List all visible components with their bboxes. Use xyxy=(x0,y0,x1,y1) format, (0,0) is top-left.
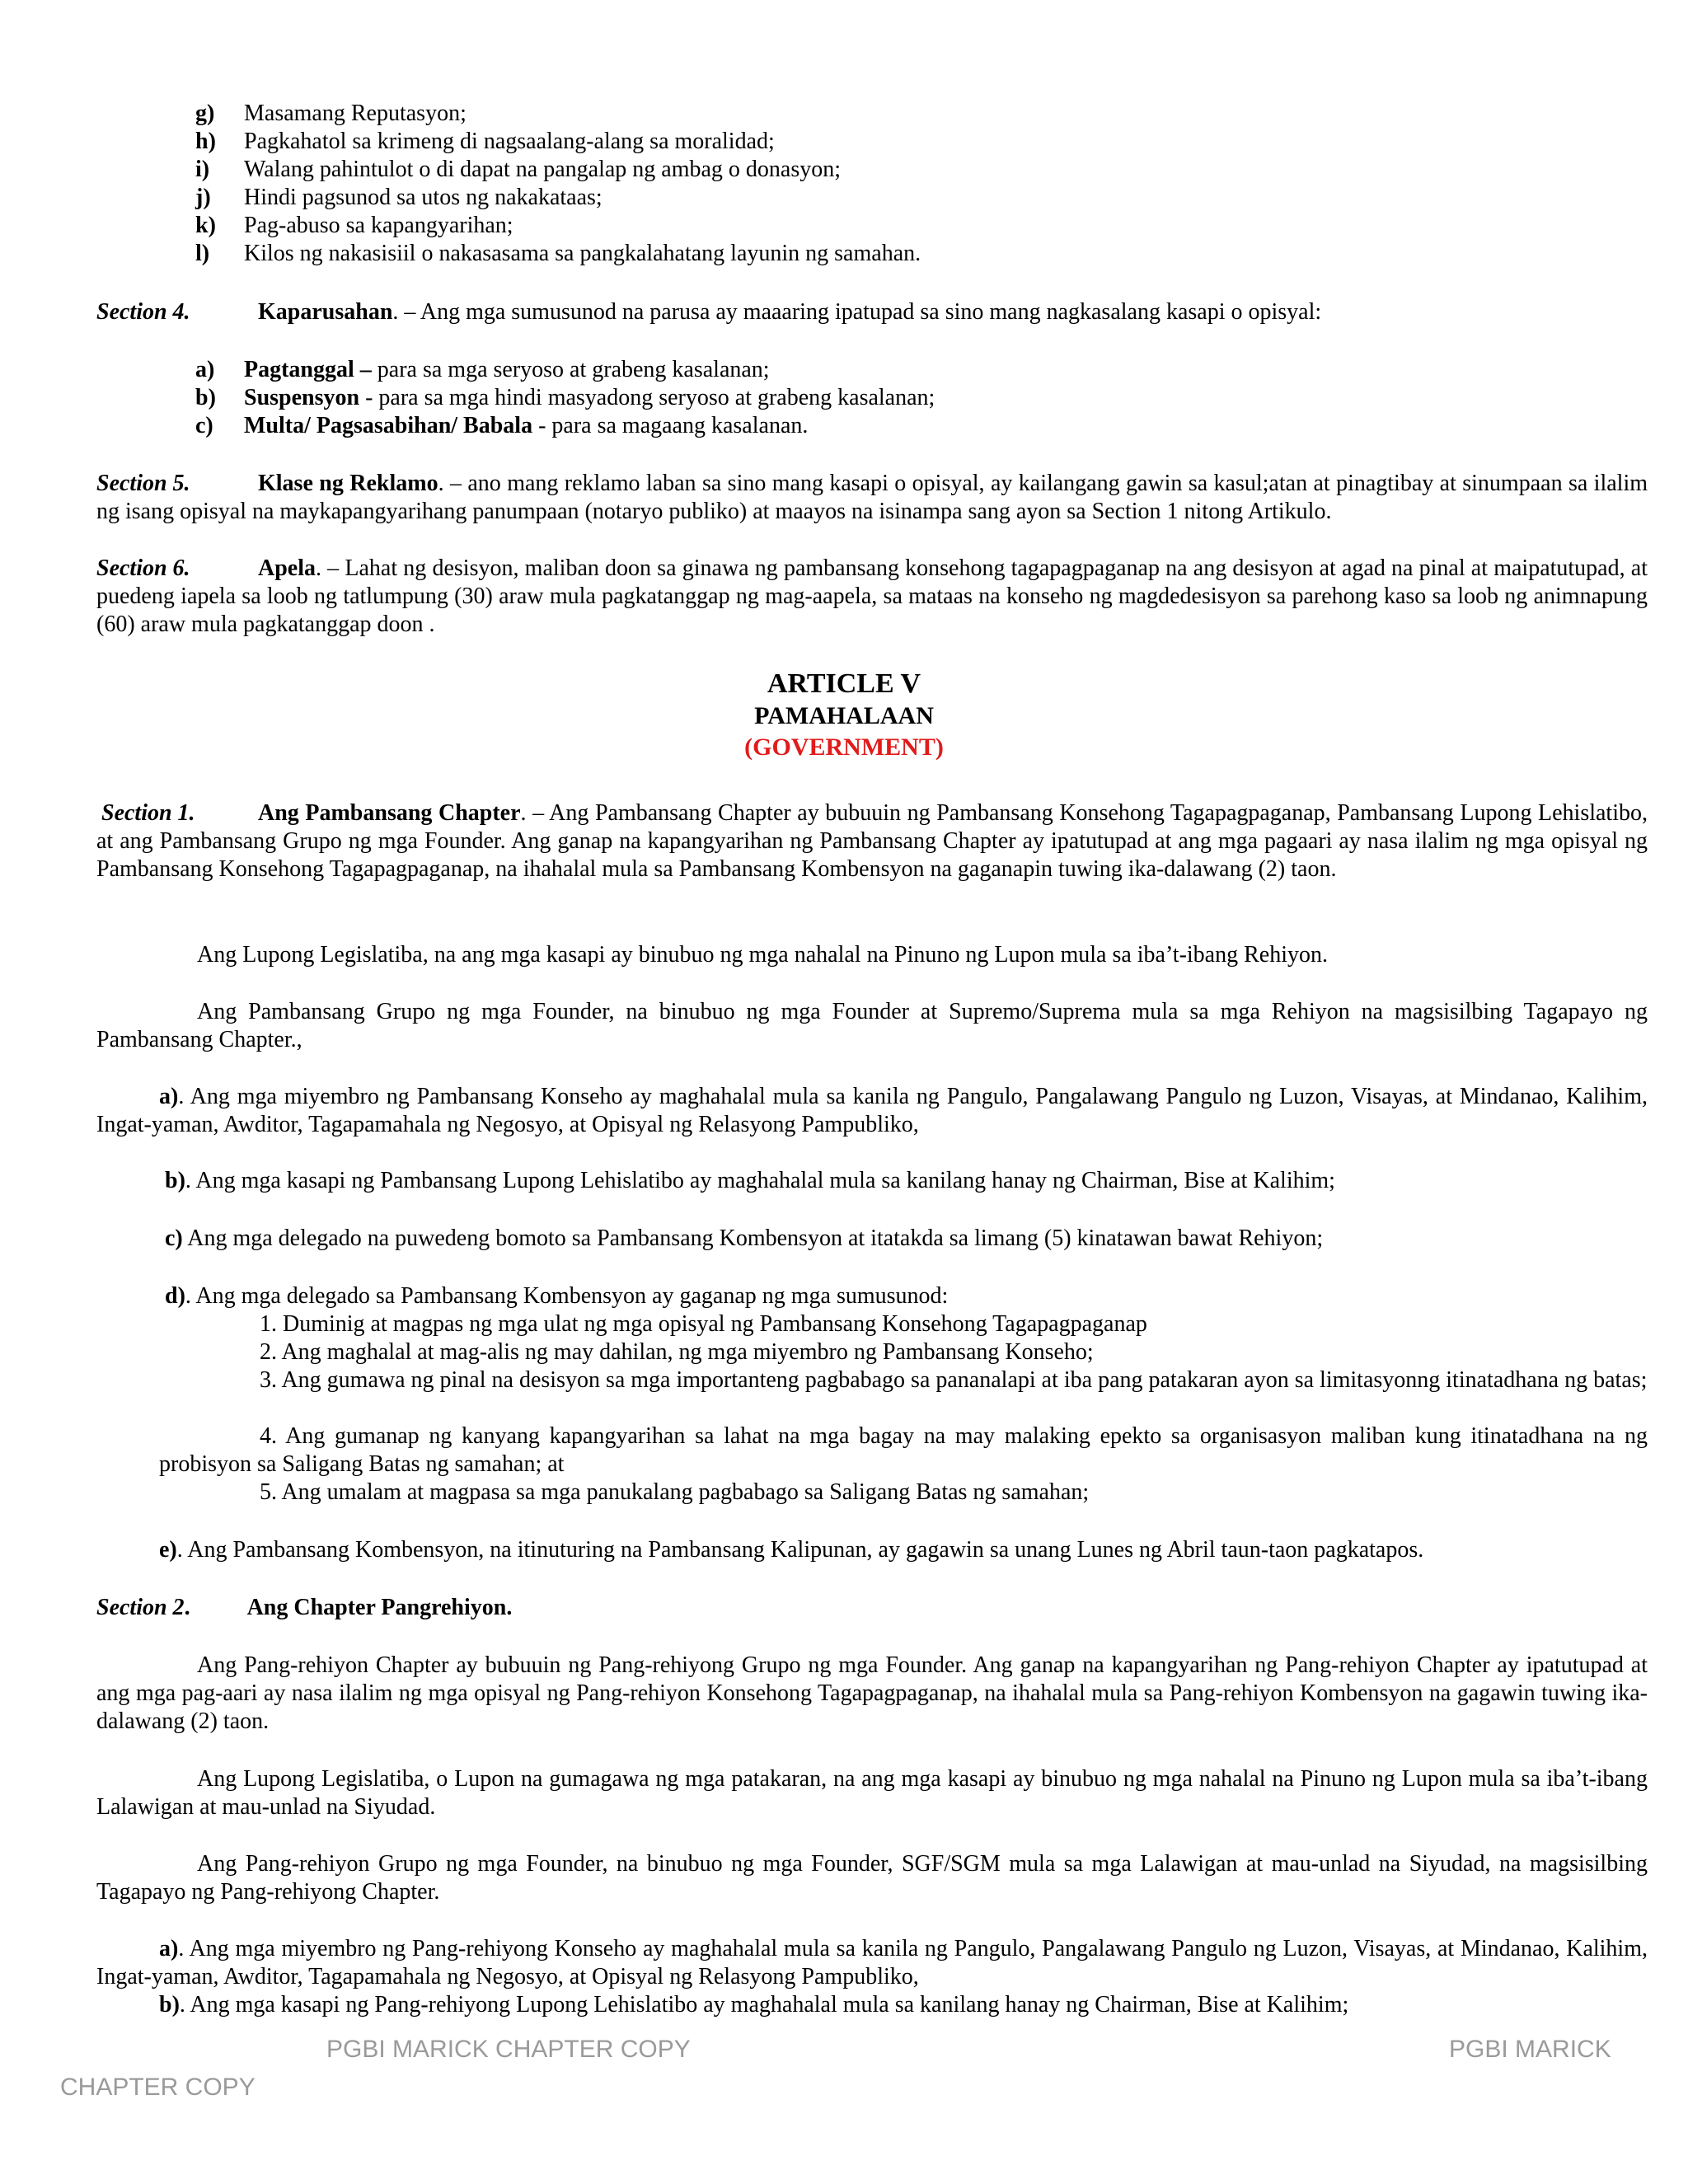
section-title: Apela xyxy=(258,555,316,581)
list-item xyxy=(195,156,1597,184)
paragraph: Ang Pang-rehiyon Chapter ay bubuuin ng Pang-rehiyong Grupo ng mga Founder. Ang ganap na kapangyarihan ng Pang-rehiyon Chapter ay ipatutupad at ang mga pag-aari ay nasa ilalim ng mga opisyal ng Pang-rehiyon Konsehong Tagapagpaganap, na ihahalal mula sa Pang-rehiyon Kombensyon na gagawin tuwing ika-dalawang (2) taon. xyxy=(96,1652,1648,1734)
watermark-text: PGBI MARICK xyxy=(1449,2036,1611,2063)
section-label: Section 2 xyxy=(96,1595,185,1620)
list-item xyxy=(195,100,1597,128)
sub-item-d xyxy=(165,1282,1648,1310)
sub-item-text: . Ang mga delegado sa Pambansang Kombensyon ay gaganap ng mga sumusunod: xyxy=(185,1283,949,1309)
sub-item-a xyxy=(96,1935,1648,1991)
sub-item-text: . Ang Pambansang Kombensyon, na itinuturing na Pambansang Kalipunan, ay gagawin sa unang Lunes ng Abril taun-taon pagkatapos. xyxy=(176,1537,1424,1563)
watermark-text: PGBI MARICK CHAPTER COPY xyxy=(326,2036,691,2063)
numbered-item: 3. Ang gumawa ng pinal na desisyon sa mga importanteng pagbabago sa pananalapi at iba pang patakaran ayon sa limitasyonng itinatadhana ng batas; xyxy=(260,1367,1648,1393)
list-text: Pagkahatol sa krimeng di nagsaalang-alang sa moralidad; xyxy=(244,129,775,154)
section-label-dot: . xyxy=(184,1595,190,1620)
article-section-1 xyxy=(96,799,1648,883)
sub-item-text: . Ang mga kasapi ng Pambansang Lupong Lehislatibo ay maghahalal mula sa kanilang hanay ng Chairman, Bise at Kalihim; xyxy=(185,1168,1335,1193)
article-title: ARTICLE V xyxy=(767,668,921,699)
list-item xyxy=(195,384,1597,412)
list-term: Suspensyon xyxy=(244,385,360,410)
sub-item-marker: b) xyxy=(165,1168,185,1193)
list-text: - para sa magaang kasalanan. xyxy=(532,413,809,438)
list-marker: c) xyxy=(195,413,213,438)
list-text: - para sa mga hindi masyadong seryoso at grabeng kasalanan; xyxy=(359,385,935,410)
list-text: Walang pahintulot o di dapat na pangalap ng ambag o donasyon; xyxy=(244,157,842,182)
list-item xyxy=(195,184,1597,212)
section-title: Ang Chapter Pangrehiyon. xyxy=(246,1595,513,1620)
sub-item-marker: b) xyxy=(159,1992,180,2018)
list-term: Pagtanggal – xyxy=(244,357,372,382)
list-item xyxy=(195,240,1597,268)
list-text: para sa mga seryoso at grabeng kasalanan; xyxy=(371,357,770,382)
list-marker: g) xyxy=(195,101,215,126)
section-label: Section 6. xyxy=(96,555,190,581)
sub-item-c xyxy=(165,1225,1648,1253)
section-title: Kaparusahan xyxy=(258,299,393,325)
sub-item-text: . Ang mga miyembro ng Pang-rehiyong Konseho ay maghahalal mula sa kanila ng Pangulo, Pangalawang Pangulo ng Luzon, Visayas, at Mindanao, Kalihim, Ingat-yaman, Awditor, Tagapamahala ng Negosyo, at Opisyal ng Relasyong Pampubliko, xyxy=(96,1936,1648,1990)
sub-item-e xyxy=(159,1536,1648,1564)
list-text: Hindi pagsunod sa utos ng nakakataas; xyxy=(244,185,603,210)
list-text: Masamang Reputasyon; xyxy=(244,101,467,126)
sub-item-a xyxy=(96,1083,1648,1139)
sub-item-marker: d) xyxy=(165,1283,185,1309)
sub-item-marker: a) xyxy=(159,1936,179,1961)
section-label: Section 5. xyxy=(96,471,190,496)
numbered-item: 1. Duminig at magpas ng mga ulat ng mga opisyal ng Pambansang Konsehong Tagapagpaganap xyxy=(260,1311,1147,1337)
numbered-item: 5. Ang umalam at magpasa sa mga panukalang pagbabago sa Saligang Batas ng samahan; xyxy=(260,1479,1090,1505)
sub-item-marker: a) xyxy=(159,1084,179,1109)
sub-item-marker: e) xyxy=(159,1537,177,1563)
sub-item-text: . Ang mga kasapi ng Pang-rehiyong Lupong Lehislatibo ay maghahalal mula sa kanilang hanay ng Chairman, Bise at Kalihim; xyxy=(179,1992,1349,2018)
section-title: Klase ng Reklamo xyxy=(258,471,438,496)
section-text: . – Lahat ng desisyon, maliban doon sa ginawa ng pambansang konsehong tagapagpaganap na ang desisyon at agad na pinal at maipatutupad, at puedeng iapela sa loob ng tatlumpung (30) araw mula pagkatanggap ng mag-aapela, sa mataas na konseho ng magdedesisyon sa parehong kaso sa loob ng animnapung (60) araw mula pagkatanggap doon . xyxy=(96,555,1648,637)
article-section-2 xyxy=(96,1594,1648,1622)
list-marker: h) xyxy=(195,129,216,154)
numbered-item: 4. Ang gumanap ng kanyang kapangyarihan sa lahat na mga bagay na may malaking epekto sa organisasyon maliban kung itinatadhana na ng probisyon sa Saligang Batas ng samahan; at xyxy=(159,1423,1648,1477)
list-marker: j) xyxy=(195,185,211,210)
sub-item-text: . Ang mga miyembro ng Pambansang Konseho ay maghahalal mula sa kanila ng Pangulo, Pangalawang Pangulo ng Luzon, Visayas, at Mindanao, Kalihim, Ingat-yaman, Awditor, Tagapamahala ng Negosyo, at Opisyal ng Relasyong Pampubliko, xyxy=(96,1084,1648,1137)
list-marker: l) xyxy=(195,241,210,266)
list-marker: b) xyxy=(195,385,216,410)
sub-item-text: Ang mga delegado na puwedeng bomoto sa Pambansang Kombensyon at itatakda sa limang (5) kinatawan bawat Rehiyon; xyxy=(182,1226,1324,1251)
sub-item-b xyxy=(165,1167,1648,1195)
paragraph: Ang Lupong Legislatiba, o Lupon na gumagawa ng mga patakaran, na ang mga kasapi ay binubuo ng mga nahalal na Pinuno ng Lupon mula sa iba’t-ibang Lalawigan at mau-unlad na Siyudad. xyxy=(96,1766,1648,1820)
list-text: Kilos ng nakasisiil o nakasasama sa pangkalahatang layunin ng samahan. xyxy=(244,241,921,266)
list-marker: i) xyxy=(195,157,210,182)
paragraph: Ang Pambansang Grupo ng mga Founder, na binubuo ng mga Founder at Supremo/Suprema mula sa mga Rehiyon na magsisilbing Tagapayo ng Pambansang Chapter., xyxy=(96,999,1648,1052)
section-label: Section 1. xyxy=(101,800,195,826)
list-item xyxy=(195,356,1597,384)
section-text: . – ano mang reklamo laban sa sino mang kasapi o opisyal, ay kailangang gawin sa kasul;atan at pinagtibay at sinumpaan sa ilalim ng isang opisyal na maykapangyarihang panumpaan (notaryo publiko) at maayos na isinampa sang ayon sa Section 1 nitong Artikulo. xyxy=(96,471,1648,524)
list-item xyxy=(195,128,1597,156)
article-english-subtitle: (GOVERNMENT) xyxy=(744,733,944,761)
sub-item-marker: c) xyxy=(165,1226,183,1251)
list-term: Multa/ Pagsasabihan/ Babala xyxy=(244,413,533,438)
section-5 xyxy=(96,470,1648,526)
sub-item-b xyxy=(159,1991,1648,2019)
paragraph: Ang Lupong Legislatiba, na ang mga kasapi ay binubuo ng mga nahalal na Pinuno ng Lupon mula sa iba’t-ibang Rehiyon. xyxy=(197,942,1328,968)
list-text: Pag-abuso sa kapangyarihan; xyxy=(244,213,513,238)
list-marker: k) xyxy=(195,213,216,238)
numbered-item: 2. Ang maghalal at mag-alis ng may dahilan, ng mga miyembro ng Pambansang Konseho; xyxy=(260,1339,1094,1365)
article-subtitle: PAMAHALAAN xyxy=(754,702,934,729)
list-item xyxy=(195,412,1597,440)
list-marker: a) xyxy=(195,357,215,382)
section-6 xyxy=(96,555,1648,639)
section-text: . – Ang mga sumusunod na parusa ay maaaring ipatupad sa sino mang nagkasalang kasapi o opisyal: xyxy=(392,299,1322,325)
section-4 xyxy=(96,298,1648,326)
section-title: Ang Pambansang Chapter xyxy=(258,800,521,826)
watermark-text: CHAPTER COPY xyxy=(60,2074,256,2101)
list-item xyxy=(195,212,1597,240)
section-text: . – Ang Pambansang Chapter ay bubuuin ng Pambansang Konsehong Tagapagpaganap, Pambansang Lupong Lehislatibo, at ang Pambansang Grupo ng mga Founder. Ang ganap na kapangyarihan ng Pambansang Chapter ay ipatutupad at ang mga pagaari ay nasa ilalim ng mga opisyal ng Pambansang Konsehong Tagapagpaganap, na ihahalal mula sa Pambansang Kombensyon na gaganapin tuwing ika-dalawang (2) taon. xyxy=(96,800,1648,882)
paragraph: Ang Pang-rehiyon Grupo ng mga Founder, na binubuo ng mga Founder, SGF/SGM mula sa mga Lalawigan at mau-unlad na Siyudad, na magsisilbing Tagapayo ng Pang-rehiyong Chapter. xyxy=(96,1851,1648,1905)
section-label: Section 4. xyxy=(96,299,190,325)
